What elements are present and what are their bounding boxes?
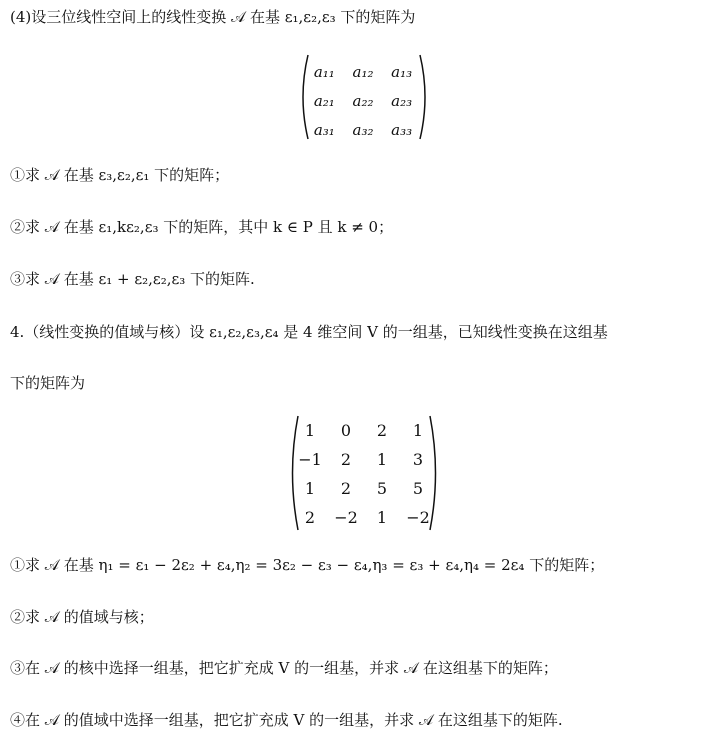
matrix-cell: 0 [340,421,352,440]
matrix-a [305,57,421,144]
matrix-cell: 1 [304,479,316,498]
matrix-cell: 2 [376,421,388,440]
question-4-3: ③求 𝒜 在基 ε₁ + ε₂,ε₂,ε₃ 下的矩阵. [10,270,255,288]
matrix-cell: a₁₁ [313,62,335,81]
matrix-cell: a₁₃ [391,62,413,81]
problem-5-statement-line1: 4.（线性变换的值域与核）设 ε₁,ε₂,ε₃,ε₄ 是 4 维空间 V 的一组基，已知线性变换在这组基 [10,323,608,341]
question-4-1: ①求 𝒜 在基 ε₃,ε₂,ε₁ 下的矩阵； [10,166,230,184]
matrix-cell: a₃₃ [391,120,413,139]
question-5-1: ①求 𝒜 在基 η₁ = ε₁ − 2ε₂ + ε₄,η₂ = 3ε₂ − ε₃ − ε₄,η₃ = ε₃ + ε₄,η₄ = 2ε₄ 下的矩阵； [10,556,605,574]
question-4-2: ②求 𝒜 在基 ε₁,kε₂,ε₃ 下的矩阵，其中 k ∈ P 且 k ≠ 0； [10,218,394,236]
matrix-cell: 2 [340,479,352,498]
matrix-cell: a₃₂ [352,120,374,139]
matrix-cell: −2 [334,508,358,527]
matrix-cell: 5 [376,479,388,498]
matrix-cell: a₁₂ [352,62,374,81]
matrix-cell: 1 [304,421,316,440]
right-paren-icon [428,414,442,532]
matrix-cell: 2 [304,508,316,527]
matrix-cell: 1 [376,450,388,469]
question-5-4: ④在 𝒜 的值域中选择一组基，把它扩充成 V 的一组基，并求 𝒜 在这组基下的矩阵. [10,711,563,729]
matrix-cell: 2 [340,450,352,469]
problem-5-statement-line2: 下的矩阵为 [10,374,86,392]
matrix-cell: a₃₁ [313,120,335,139]
matrix-cell: −1 [298,450,322,469]
problem-4-statement: (4)设三位线性空间上的线性变换 𝒜 在基 ε₁,ε₂,ε₃ 下的矩阵为 [10,8,416,26]
question-5-2: ②求 𝒜 的值域与核； [10,608,154,626]
matrix-cell: a₂₁ [313,91,335,110]
matrix-cell: 1 [376,508,388,527]
matrix-cell: 5 [412,479,424,498]
right-paren-icon [418,53,432,141]
matrix-b [292,416,436,532]
matrix-cell: −2 [406,508,430,527]
matrix-cell: 3 [412,450,424,469]
matrix-cell: 1 [412,421,424,440]
matrix-cell: a₂₂ [352,91,374,110]
question-5-3: ③在 𝒜 的核中选择一组基，把它扩充成 V 的一组基，并求 𝒜 在这组基下的矩阵； [10,659,558,677]
matrix-cell: a₂₃ [391,91,413,110]
